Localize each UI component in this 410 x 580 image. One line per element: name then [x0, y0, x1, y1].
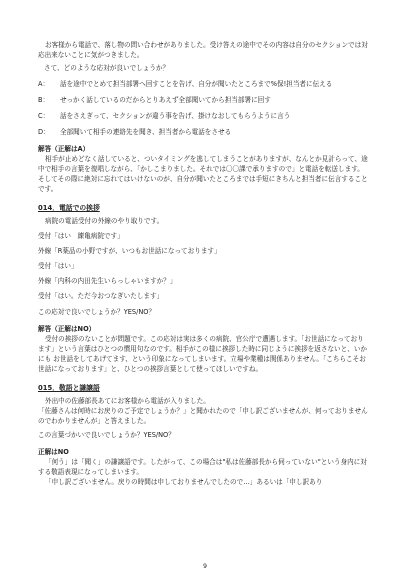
dialogue-line: 外線「内科の内田先生いらっしゃいますか？」 [38, 277, 177, 285]
option-key: A： [38, 80, 50, 88]
section-body: 「佐藤さんは何時にお戻りのご予定でしょうか？」と聞かれたので「申し訳ございませんが、何っておりませんのでわかりませんが」と答えました。 [38, 407, 368, 425]
option-c [38, 111, 370, 121]
answer-body: 受付の挨拶のないことが問題です。この応対は実は多くの病院、官公庁で遭遇します。「お世話になっております」という言葉はひとつの慣用句なのです。相手がこの様に挨拶した時に同じように挨拶を返さないと、いかにも お世話をしてあげてます、という印象になってしまいます。立場や業種は関係ありません。「こちらこそお世話になっております」と、ひとつの挨拶言葉として使ってほしいですね。 [38, 335, 368, 373]
section-question: この言葉づかいで良いでしょうか？YES/NO？ [38, 431, 175, 439]
section-intro: 病院の電話受付の外線のやり取りです。 [45, 217, 164, 225]
answer-continuation: 「申し訳ございません。戻りの時間は申しておりませんでしたので…」あるいは「申し訳あり [45, 478, 323, 486]
options-list [38, 79, 370, 137]
option-text: せっかく話しているのだからとりあえず全部聞いてから担当部署に回す [60, 96, 271, 104]
page-number: 9 [203, 563, 207, 570]
section-heading: 014．電話での挨拶 [38, 204, 100, 212]
intro-paragraph: お客様から電話で、落し物の問い合わせがありました。受け答えの途中でその内容は自分のセクションでは対応出来ないことに気がつきました。 [38, 41, 368, 59]
section-intro: 外出中の佐藤部長あてにお客様から電話が入りました。 [45, 397, 210, 405]
option-key: B： [38, 96, 50, 104]
answer-body: 相手が止めどなく話していると、ついタイミングを逃してしまうことがありますが、なんとか見計らって、途中で相手の言葉を復唱しながら、「かしこまりました。それでは〇〇課で承りますので」と電話を転送します。そしてその際に絶対に忘れてはいけないのが、自分が聞いたところまでは手短にきちんと担当者に伝言することです。 [38, 155, 368, 193]
option-text: 話をさえぎって、セクションが違う事を告げ、掛けなおしてもらうように言う [60, 112, 291, 120]
section-question: この応対で良いでしょうか？YES/NO？ [38, 308, 156, 316]
option-key: C： [38, 112, 50, 120]
section-heading: 015．敬語と謙譲語 [38, 384, 100, 392]
answer-heading: 解答（正解はNO） [38, 325, 96, 333]
intro-question: さて、どのような応対が良いでしょうか？ [44, 64, 170, 72]
option-b [38, 95, 370, 105]
option-text: 全部聞いて相手の連絡先を聞き、担当者から電話をさせる [60, 128, 232, 136]
option-key: D： [38, 128, 50, 136]
option-d [38, 127, 370, 137]
option-text: 話を途中でとめて担当部署へ回すことを告げ、自分が聞いたところまで%保!担当者に伝える [60, 80, 333, 88]
dialogue-line: 受付「はい 練亀病院です」 [38, 232, 124, 240]
dialogue-line: 外線「R薬品の小野ですが、いつもお世話になっております」 [38, 247, 221, 255]
dialogue [38, 231, 370, 301]
answer-body: 「何う」は「聞く」の謙譲語です。したがって、この場合は"私は佐藤部長から伺っていない"という身内に対する敬語表現になってしまいます。 [38, 458, 367, 476]
dialogue-line: 受付「はい」 [38, 262, 78, 270]
answer-heading: 解答（正解はA） [38, 145, 90, 153]
answer-heading: 正解はNO [38, 448, 69, 456]
dialogue-line: 受付「はい。ただ今おつなぎいたします」 [38, 292, 164, 300]
option-a [38, 79, 370, 89]
